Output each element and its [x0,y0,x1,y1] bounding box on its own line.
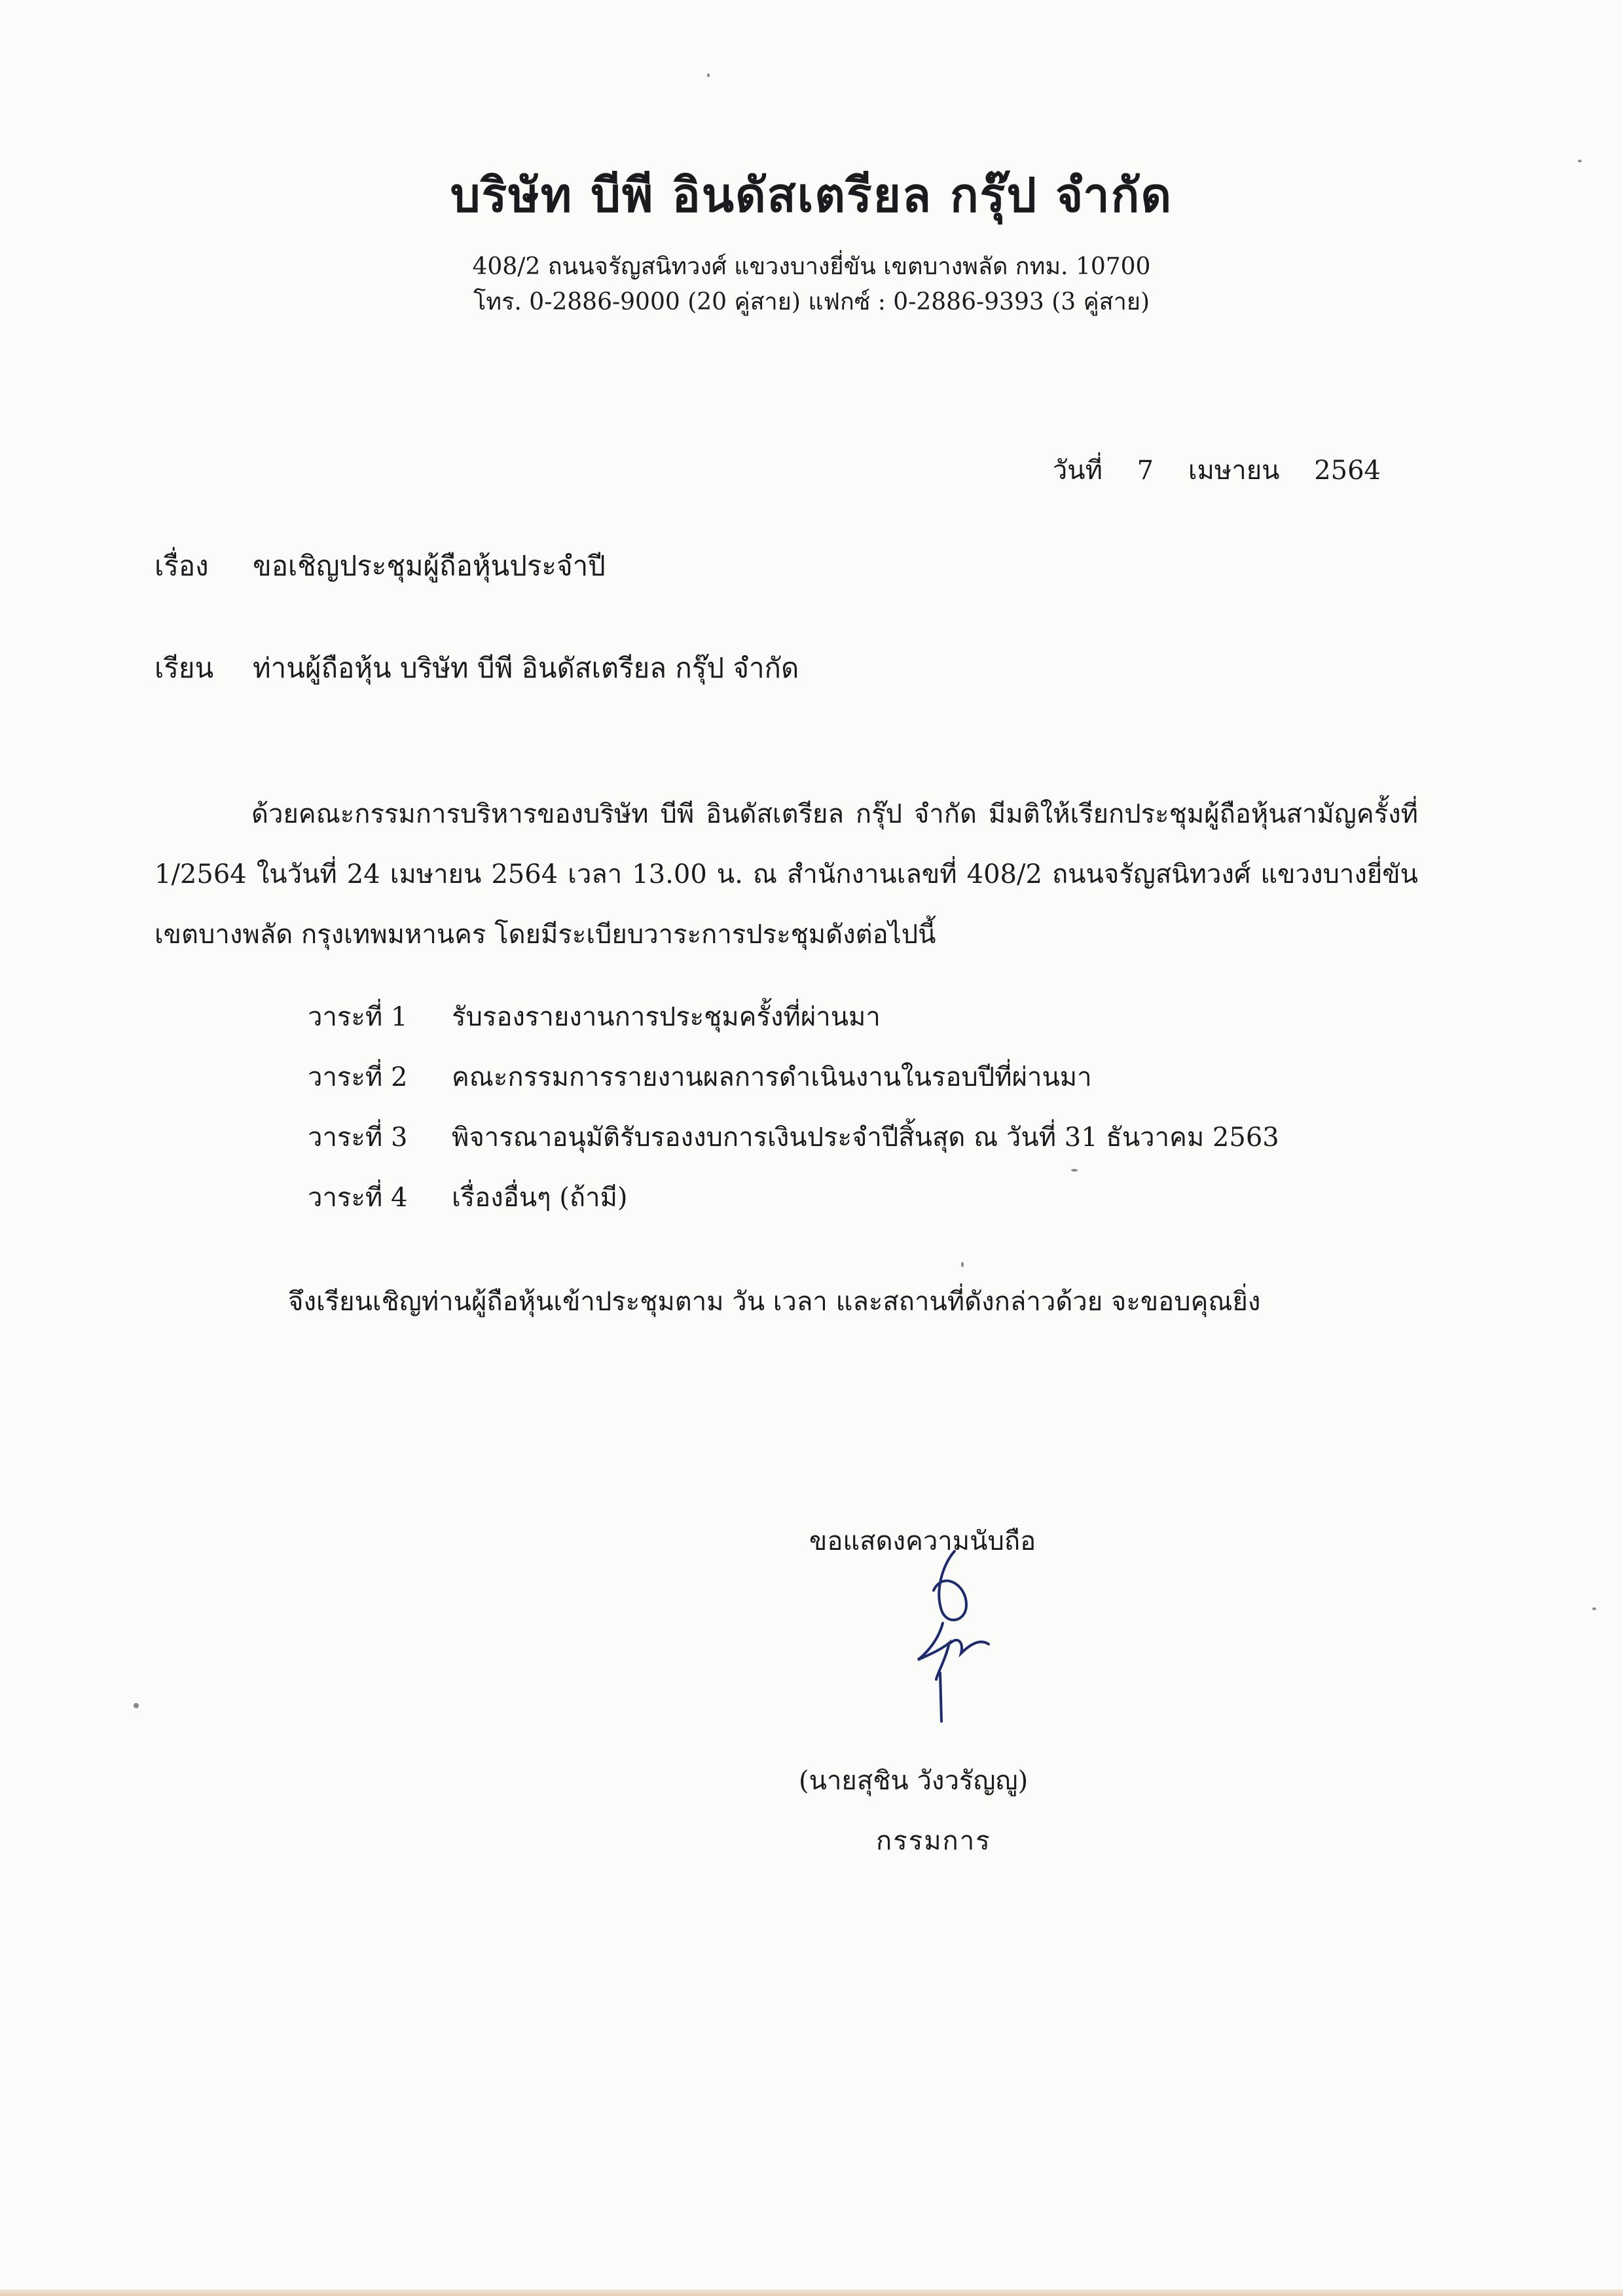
company-contact: โทร. 0-2886-9000 (20 คู่สาย) แฟกซ์ : 0-2886-9393 (3 คู่สาย) [473,289,1150,315]
agenda-text: คณะกรรมการรายงานผลการดำเนินงานในรอบปีที่ผ่านมา [452,1062,1092,1092]
scan-speck [1578,160,1582,162]
signer-title: กรรมการ [876,1826,991,1856]
agenda-number: วาระที่ 4 [308,1183,408,1213]
agenda-text: เรื่องอื่นๆ (ถ้ามี) [452,1183,628,1213]
scan-speck [961,1262,964,1267]
agenda-number: วาระที่ 2 [308,1062,408,1092]
agenda-item [308,1168,1279,1228]
body-paragraph: ด้วยคณะกรรมการบริหารของบริษัท บีพี อินดัสเตรียล กรุ๊ป จำกัด มีมติให้เรียกประชุมผู้ถือหุ้นสามัญครั้งที่ 1/2564 ในวันที่ 24 เมษายน 2564 เวลา 13.00 น. ณ สำนักงานเลขที่ 408/2 ถนนจรัญสนิทวงศ์ แขวงบางยี่ขัน เขตบางพลัด กรุงเทพมหานคร โดยมีระเบียบวาระการประชุมดังต่อไปนี้ [155,799,1418,950]
date-month: เมษายน [1188,456,1280,486]
signer-name: (นายสุชิน วังวรัญญู) [799,1766,1029,1796]
company-name: บริษัท บีพี อินดัสเตรียล กรุ๊ป จำกัด [450,167,1173,223]
agenda-item [308,1107,1279,1168]
signature-mark [903,1545,1008,1728]
subject-line [155,545,606,588]
scan-speck [134,1703,139,1708]
letter-date [1053,449,1381,491]
recipient-line [155,647,799,690]
agenda-number: วาระที่ 1 [308,1002,408,1032]
subject-label: เรื่อง [155,550,209,582]
recipient-text: ท่านผู้ถือหุ้น บริษัท บีพี อินดัสเตรียล กรุ๊ป จำกัด [253,652,799,684]
agenda-number: วาระที่ 3 [308,1122,408,1153]
agenda-item [308,987,1279,1047]
scan-speck [1592,1607,1596,1610]
agenda-item [308,1047,1279,1107]
scan-speck [707,73,710,77]
agenda-list [308,987,1279,1228]
recipient-label: เรียน [155,652,214,684]
scan-speck [1071,1169,1078,1172]
regards-text: ขอแสดงความนับถือ [809,1526,1036,1556]
subject-text: ขอเชิญประชุมผู้ถือหุ้นประจำปี [253,550,606,582]
date-label: วันที่ [1052,456,1103,486]
date-year: 2564 [1314,456,1381,486]
agenda-text: รับรองรายงานการประชุมครั้งที่ผ่านมา [452,1002,881,1032]
closing-sentence: จึงเรียนเชิญท่านผู้ถือหุ้นเข้าประชุมตาม วัน เวลา และสถานที่ดังกล่าวด้วย จะขอบคุณยิ่ง [288,1287,1261,1317]
scan-edge [0,2289,1623,2296]
company-address: 408/2 ถนนจรัญสนิทวงศ์ แขวงบางยี่ขัน เขตบางพลัด กทม. 10700 [472,253,1151,280]
agenda-text: พิจารณาอนุมัติรับรองงบการเงินประจำปีสิ้นสุด ณ วันที่ 31 ธันวาคม 2563 [452,1122,1279,1153]
date-day: 7 [1137,456,1154,486]
